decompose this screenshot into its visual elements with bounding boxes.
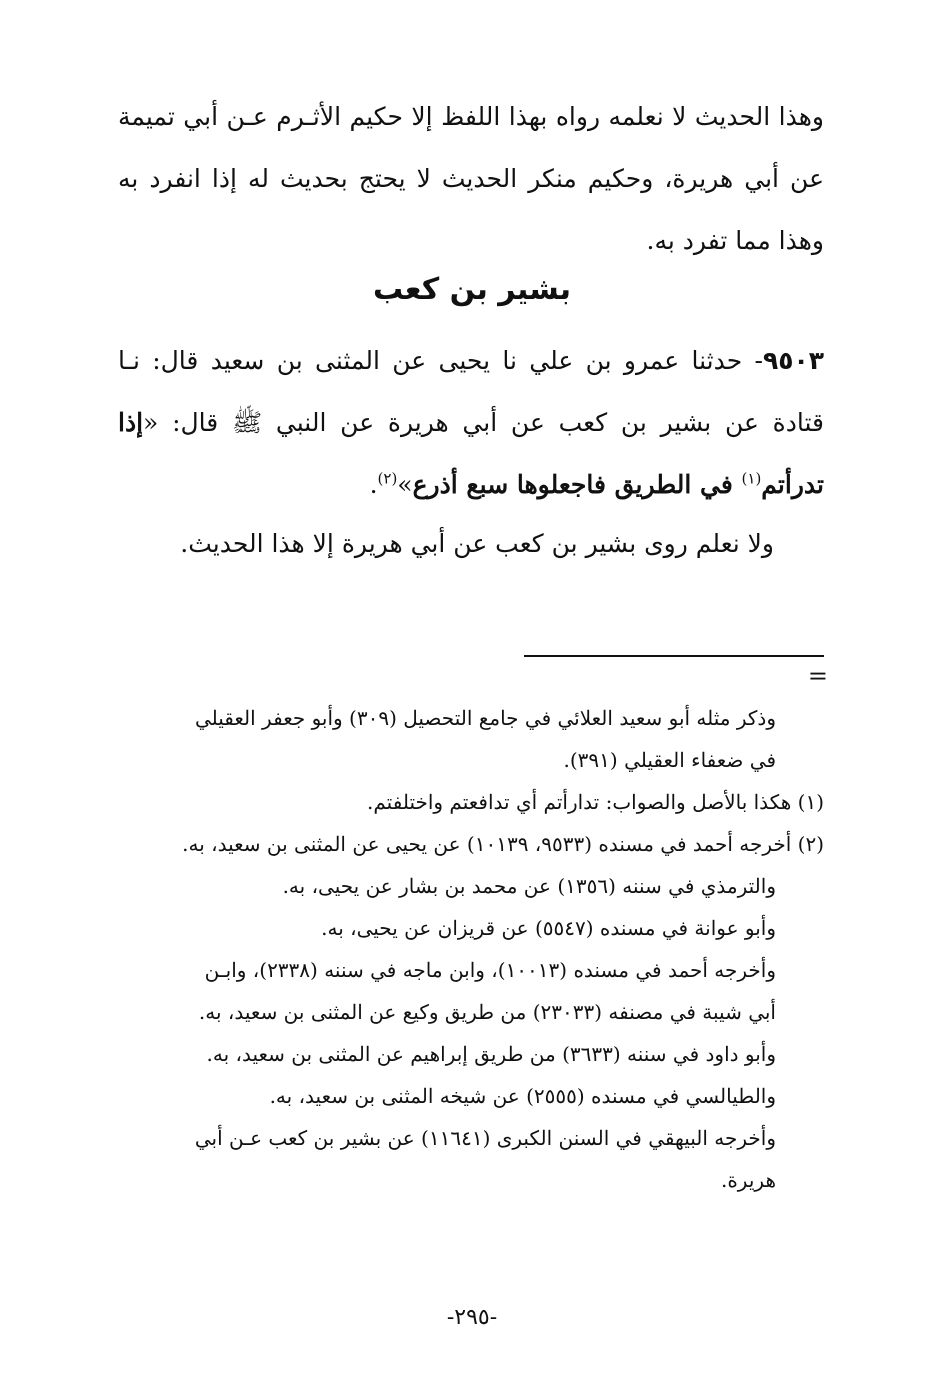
footnote-ref-1[interactable]: (١) bbox=[741, 469, 762, 488]
hadith-end: . bbox=[369, 470, 378, 499]
closing-paragraph: ولا نعلم روى بشير بن كعب عن أبي هريرة إلا هذا الحديث. bbox=[180, 529, 774, 558]
footnote-line: وذكر مثله أبو سعيد العلائي في جامع التحصيل (٣٠٩) وأبو جعفر العقيلي bbox=[194, 706, 776, 730]
hadith-paragraph bbox=[118, 330, 824, 516]
footnote-line: هريرة. bbox=[720, 1168, 776, 1192]
footnote-1: (١) هكذا بالأصل والصواب: تدارأتم أي تدافعتم واختلفتم. bbox=[367, 790, 824, 814]
hadith-number: ٩٥٠٣ bbox=[762, 346, 824, 375]
footnote-line: والطيالسي في مسنده (٢٥٥٥) عن شيخه المثنى بن سعيد، به. bbox=[269, 1084, 776, 1108]
footnote-line: والترمذي في سننه (١٣٥٦) عن محمد بن بشار عن يحيى، به. bbox=[282, 874, 776, 898]
page-number: -٢٩٥- bbox=[446, 1305, 498, 1330]
hadith-quote-part2: في الطريق فاجعلوها سبع أذرع bbox=[412, 470, 742, 499]
hadith-quote-part1: إذا تدرأتم bbox=[118, 408, 824, 499]
footnote-line: في ضعفاء العقيلي (٣٩١). bbox=[563, 748, 776, 772]
footnote-line: وأخرجه البيهقي في السنن الكبرى (١١٦٤١) عن بشير بن كعب عـن أبي bbox=[194, 1126, 776, 1150]
footnote-line: وأبو عوانة في مسنده (٥٥٤٧) عن قريزان عن يحيى، به. bbox=[321, 916, 776, 940]
footnote-ref-2[interactable]: (٢) bbox=[377, 469, 398, 488]
hadith-quote-close: » bbox=[397, 470, 413, 499]
footnote-line: وأبو داود في سننه (٣٦٣٣) من طريق إبراهيم عن المثنى بن سعيد، به. bbox=[206, 1042, 776, 1066]
footnote-2: (٢) أخرجه أحمد في مسنده (٩٥٣٣، ١٠١٣٩) عن يحيى عن المثنى بن سعيد، به. bbox=[182, 832, 824, 856]
footnote-separator bbox=[524, 655, 824, 657]
footnote-line: أبي شيبة في مصنفه (٢٣٠٣٣) من طريق وكيع عن المثنى بن سعيد، به. bbox=[198, 1000, 776, 1024]
section-heading: بشير بن كعب bbox=[373, 272, 571, 307]
footnote-line: وأخرجه أحمد في مسنده (١٠٠١٣)، وابن ماجه في سننه (٢٣٣٨)، وابـن bbox=[204, 958, 776, 982]
footnote-continuation-mark: = bbox=[807, 662, 828, 690]
intro-paragraph: وهذا الحديث لا نعلمه رواه بهذا اللفظ إلا حكيم الأثـرم عـن أبي تميمة عن أبي هريرة، وحكيم منكر الحديث لا يحتج بحديث له إذا انفرد به وهذا مما تفرد به. bbox=[118, 102, 824, 255]
hadith-chain: - حدثنا عمرو بن علي نا يحيى عن المثنى بن سعيد قال: نـا قتادة عن بشير بن كعب عن أبي هريرة عن النبي ﷺ قال: « bbox=[118, 346, 824, 437]
